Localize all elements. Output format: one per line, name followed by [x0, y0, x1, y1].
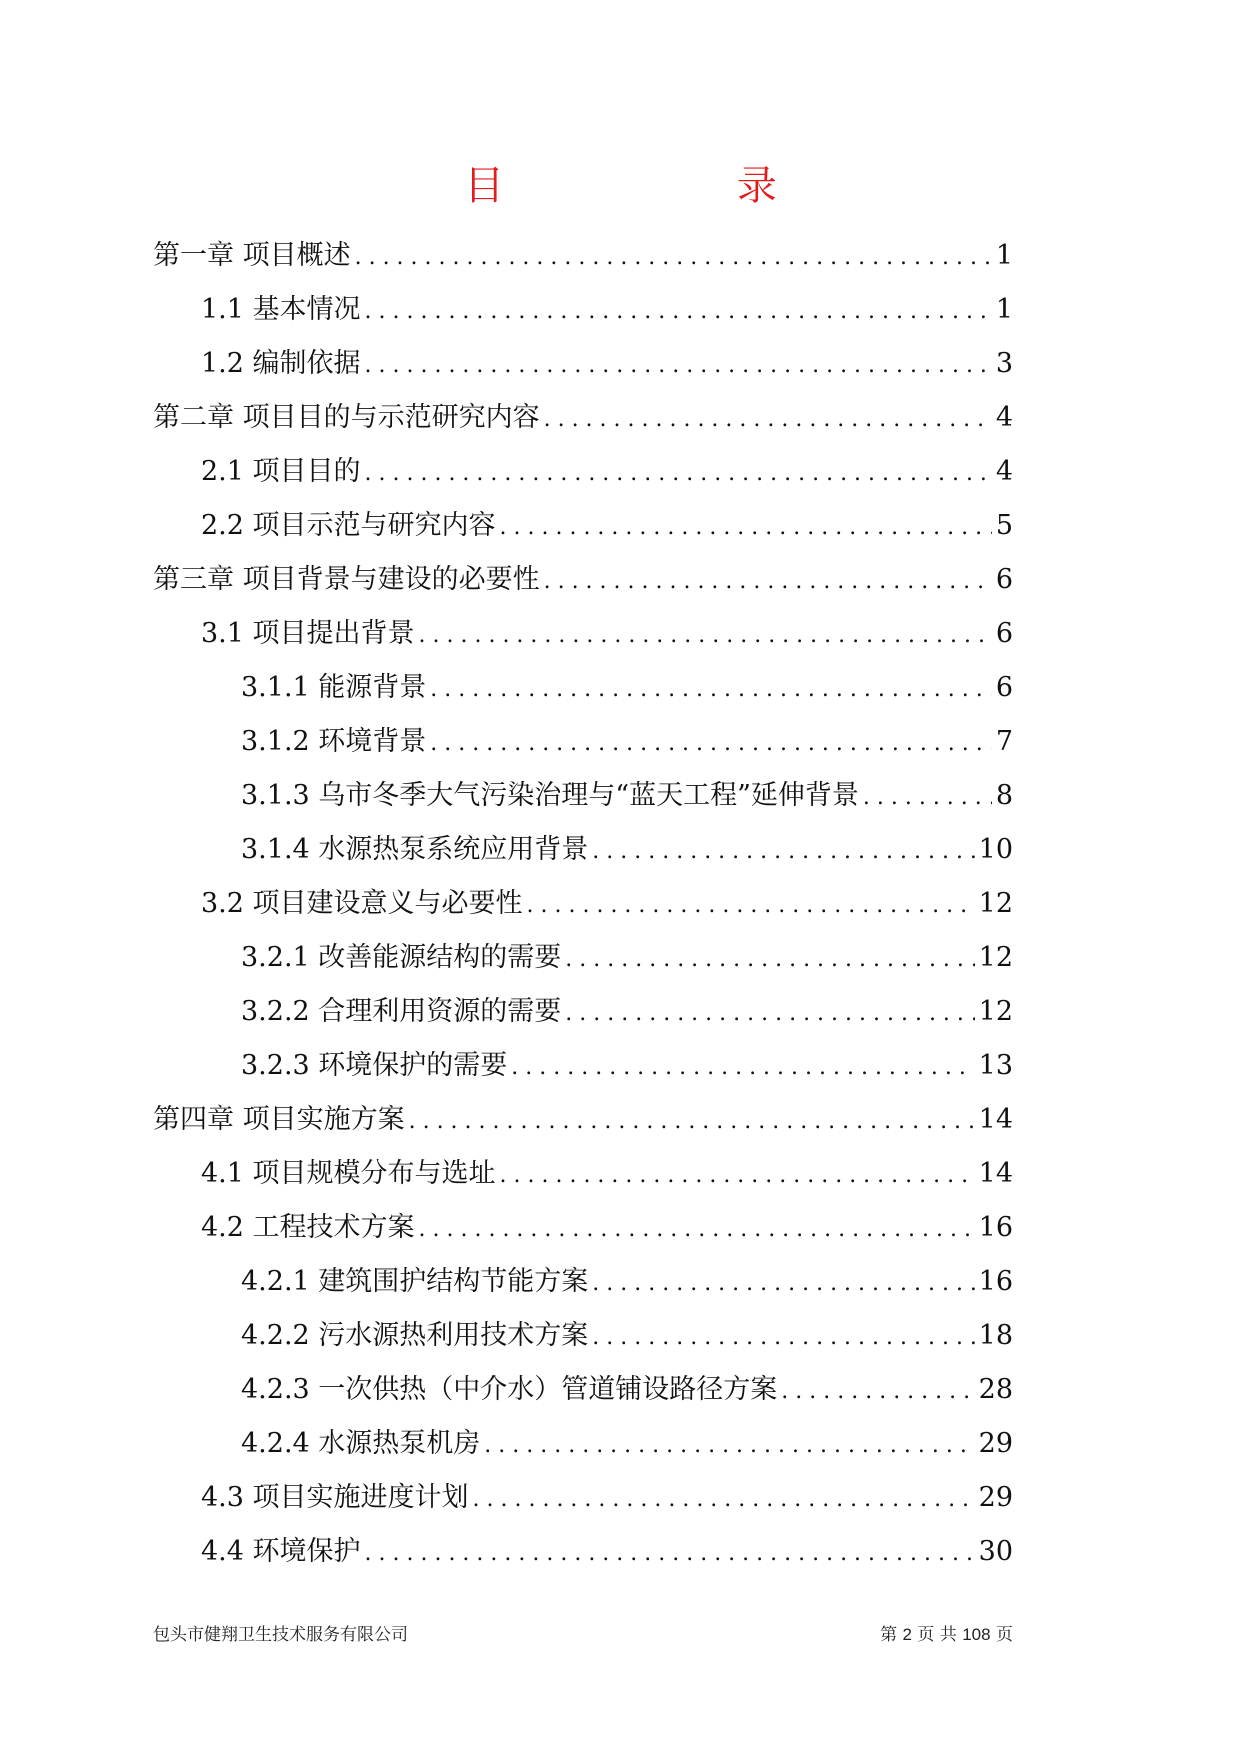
toc-entry[interactable] — [153, 1417, 1013, 1471]
toc-entry[interactable] — [153, 391, 1013, 445]
toc-leader-dots — [527, 879, 975, 931]
toc-entry-label: 3.1 项目提出背景 — [201, 618, 415, 649]
toc-entry-label: 3.1.4 水源热泵系统应用背景 — [241, 834, 589, 865]
toc-entry[interactable] — [153, 1255, 1013, 1309]
toc-entry-page: 4 — [995, 456, 1013, 487]
toc-entry-page: 14 — [978, 1158, 1013, 1189]
footer-page-suffix: 页 — [996, 1625, 1013, 1645]
toc-entry-page: 16 — [978, 1266, 1013, 1297]
toc-entry-page: 10 — [978, 834, 1013, 865]
toc-entry-page: 7 — [995, 726, 1013, 757]
toc-entry-page: 12 — [978, 996, 1013, 1027]
toc-leader-dots — [500, 1149, 975, 1201]
toc-entry[interactable] — [153, 661, 1013, 715]
toc-entry-label: 4.4 环境保护 — [201, 1536, 361, 1567]
toc-leader-dots — [419, 1203, 975, 1255]
toc-entry[interactable] — [153, 283, 1013, 337]
toc-entry[interactable] — [153, 1471, 1013, 1525]
toc-entry-label: 3.1.2 环境背景 — [241, 726, 427, 757]
toc-entry-page: 6 — [995, 564, 1013, 595]
footer-page-number — [880, 1620, 1013, 1645]
toc-leader-dots — [365, 1527, 975, 1579]
toc-leader-dots — [500, 501, 992, 553]
toc-leader-dots — [544, 393, 992, 445]
toc-entry[interactable] — [153, 1039, 1013, 1093]
toc-entry[interactable] — [153, 1093, 1013, 1147]
toc-leader-dots — [484, 1419, 974, 1471]
toc-entry-label: 第二章 项目目的与示范研究内容 — [153, 402, 540, 433]
toc-entry[interactable] — [153, 337, 1013, 391]
toc-entry-label: 3.2.3 环境保护的需要 — [241, 1050, 508, 1081]
toc-entry-page: 29 — [978, 1428, 1013, 1459]
toc-entry[interactable] — [153, 715, 1013, 769]
table-of-contents — [153, 229, 1013, 1579]
toc-entry-label: 4.2 工程技术方案 — [201, 1212, 415, 1243]
toc-leader-dots — [365, 339, 992, 391]
toc-leader-dots — [473, 1473, 975, 1525]
toc-entry[interactable] — [153, 1363, 1013, 1417]
toc-entry-page: 3 — [995, 348, 1013, 379]
toc-entry[interactable] — [153, 229, 1013, 283]
toc-entry[interactable] — [153, 1201, 1013, 1255]
toc-entry-label: 1.2 编制依据 — [201, 348, 361, 379]
toc-leader-dots — [409, 1095, 975, 1147]
toc-entry[interactable] — [153, 1309, 1013, 1363]
toc-entry[interactable] — [153, 877, 1013, 931]
footer-page-total: 108 — [962, 1625, 991, 1644]
toc-entry-page: 6 — [995, 618, 1013, 649]
toc-entry-label: 第一章 项目概述 — [153, 240, 351, 271]
toc-entry-page: 5 — [995, 510, 1013, 541]
page-title: 目 录 — [464, 163, 887, 209]
toc-entry-page: 6 — [995, 672, 1013, 703]
toc-entry-label: 4.2.4 水源热泵机房 — [241, 1428, 481, 1459]
toc-entry-label: 4.1 项目规模分布与选址 — [201, 1158, 496, 1189]
toc-entry-label: 第四章 项目实施方案 — [153, 1104, 405, 1135]
toc-leader-dots — [565, 933, 974, 985]
toc-entry-label: 4.2.1 建筑围护结构节能方案 — [241, 1266, 589, 1297]
toc-leader-dots — [419, 609, 992, 661]
toc-entry[interactable] — [153, 769, 1013, 823]
toc-entry-page: 13 — [978, 1050, 1013, 1081]
toc-entry-page: 1 — [995, 294, 1013, 325]
toc-leader-dots — [592, 1311, 974, 1363]
toc-entry-label: 4.3 项目实施进度计划 — [201, 1482, 469, 1513]
toc-entry-label: 3.2.1 改善能源结构的需要 — [241, 942, 562, 973]
footer-page-prefix: 第 — [880, 1625, 898, 1645]
toc-entry[interactable] — [153, 499, 1013, 553]
toc-entry-label: 1.1 基本情况 — [201, 294, 361, 325]
toc-leader-dots — [365, 447, 992, 499]
toc-leader-dots — [781, 1365, 974, 1417]
toc-entry-page: 12 — [978, 942, 1013, 973]
toc-leader-dots — [863, 771, 992, 823]
toc-entry[interactable] — [153, 445, 1013, 499]
toc-leader-dots — [592, 1257, 974, 1309]
toc-entry-page: 4 — [995, 402, 1013, 433]
toc-entry-page: 28 — [978, 1374, 1013, 1405]
toc-leader-dots — [592, 825, 974, 877]
toc-entry-label: 4.2.2 污水源热利用技术方案 — [241, 1320, 589, 1351]
footer-page-current: 2 — [902, 1625, 912, 1644]
toc-entry[interactable] — [153, 1147, 1013, 1201]
toc-entry-label: 3.1.3 乌市冬季大气污染治理与“蓝天工程”延伸背景 — [241, 780, 859, 811]
toc-entry[interactable] — [153, 931, 1013, 985]
toc-leader-dots — [430, 663, 992, 715]
toc-entry-page: 8 — [995, 780, 1013, 811]
footer-page-mid: 页 共 — [917, 1625, 957, 1645]
toc-entry-page: 30 — [978, 1536, 1013, 1567]
toc-entry-page: 16 — [978, 1212, 1013, 1243]
toc-entry[interactable] — [153, 553, 1013, 607]
toc-entry[interactable] — [153, 985, 1013, 1039]
toc-entry-page: 1 — [995, 240, 1013, 271]
toc-entry[interactable] — [153, 607, 1013, 661]
toc-entry-label: 第三章 项目背景与建设的必要性 — [153, 564, 540, 595]
toc-entry-label: 3.2.2 合理利用资源的需要 — [241, 996, 562, 1027]
toc-entry-page: 18 — [978, 1320, 1013, 1351]
toc-entry-label: 3.2 项目建设意义与必要性 — [201, 888, 523, 919]
toc-entry-label: 2.2 项目示范与研究内容 — [201, 510, 496, 541]
toc-entry-page: 12 — [978, 888, 1013, 919]
toc-entry[interactable] — [153, 823, 1013, 877]
toc-entry-page: 14 — [978, 1104, 1013, 1135]
toc-leader-dots — [430, 717, 992, 769]
toc-leader-dots — [355, 231, 992, 283]
toc-entry-label: 4.2.3 一次供热（中介水）管道铺设路径方案 — [241, 1374, 778, 1405]
footer-company: 包头市健翔卫生技术服务有限公司 — [153, 1625, 408, 1645]
toc-leader-dots — [365, 285, 992, 337]
toc-entry-label: 2.1 项目目的 — [201, 456, 361, 487]
toc-leader-dots — [544, 555, 992, 607]
page-footer — [153, 1620, 1013, 1645]
toc-leader-dots — [511, 1041, 974, 1093]
toc-entry-page: 29 — [978, 1482, 1013, 1513]
toc-leader-dots — [565, 987, 974, 1039]
toc-entry[interactable] — [153, 1525, 1013, 1579]
toc-entry-label: 3.1.1 能源背景 — [241, 672, 427, 703]
